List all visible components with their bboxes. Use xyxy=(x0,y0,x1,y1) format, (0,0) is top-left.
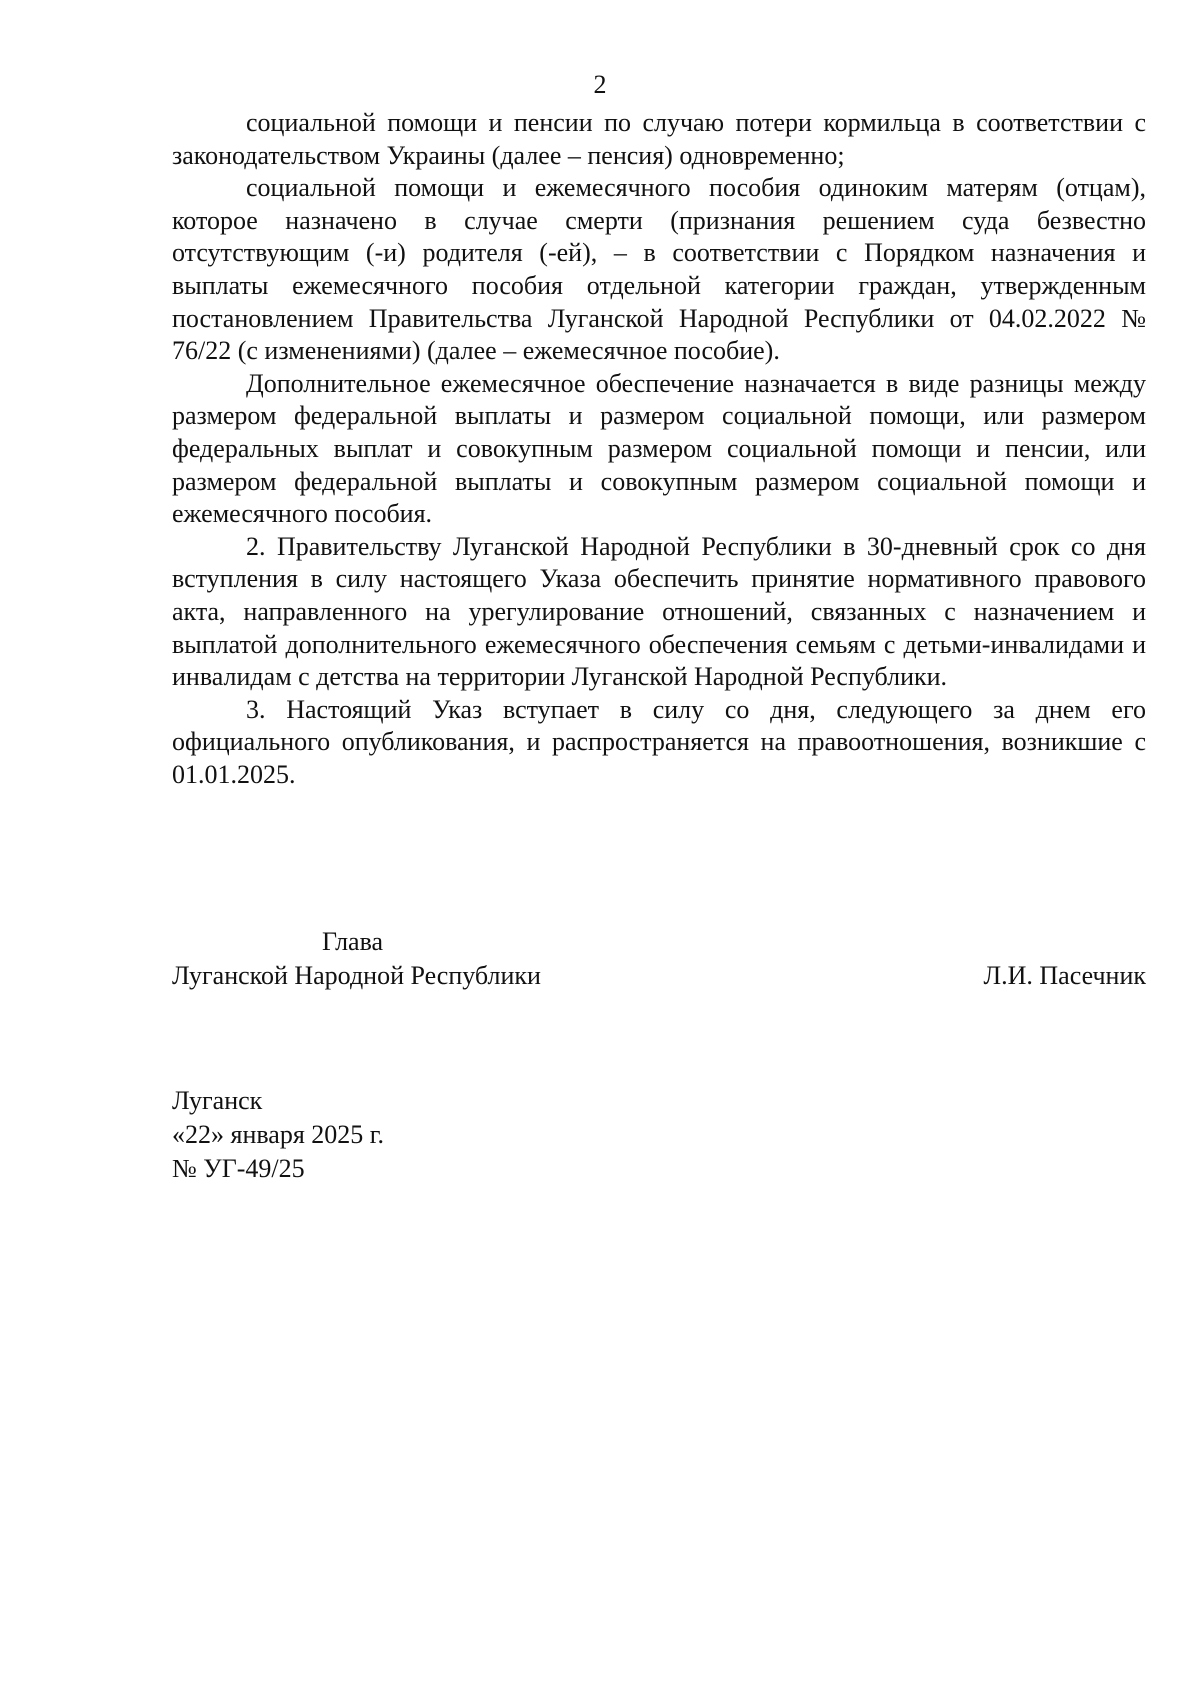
page-number: 2 xyxy=(593,70,607,99)
clause-2: 2. Правительству Луганской Народной Республики в 30-дневный срок со дня вступления в силу настоящего Указа обеспечить принятие нормативного правового акта, направленного на урегулирование отношений, связанных с назначением и выплатой дополнительного ежемесячного обеспечения семьям с детьми-инвалидами и инвалидам с детства на территории Луганской Народной Республики. xyxy=(172,531,1146,692)
document-body xyxy=(172,107,1146,791)
issue-date: «22» января 2025 г. xyxy=(172,1120,385,1149)
paragraph-monthly-allowance: социальной помощи и ежемесячного пособия одиноким матерям (отцам), которое назначено в случае смерти (признания решением суда безвестно отсутствующим (-и) родителя (-ей), – в соответствии с Порядком назначения и выплаты ежемесячного пособия отдельной категории граждан, утвержденным постановлением Правительства Луганской Народной Республики от 04.02.2022 № 76/22 (с изменениями) (далее – ежемесячное пособие). xyxy=(172,173,1146,366)
paragraph-additional-support: Дополнительное ежемесячное обеспечение назначается в виде разницы между размером федеральной выплаты и размером социальной помощи, или размером федеральных выплат и совокупным размером социальной помощи и пенсии, или размером федеральной выплаты и совокупным размером социальной помощи и ежемесячного пособия. xyxy=(172,368,1146,529)
signature-row xyxy=(172,959,1146,993)
signature-block xyxy=(172,925,1146,993)
signatory-office: Луганской Народной Республики xyxy=(172,961,541,990)
issue-city: Луганск xyxy=(172,1086,263,1115)
signatory-title: Глава xyxy=(322,927,384,956)
decree-number: № УГ-49/25 xyxy=(172,1154,305,1183)
clause-3: 3. Настоящий Указ вступает в силу со дня, следующего за днем его официального опубликования, и распространяется на правоотношения, возникшие с 01.01.2025. xyxy=(172,694,1146,789)
signatory-name: Л.И. Пасечник xyxy=(983,961,1146,990)
paragraph-pension: социальной помощи и пенсии по случаю потери кормильца в соответствии с законодательством Украины (далее – пенсия) одновременно; xyxy=(172,108,1146,170)
document-footer xyxy=(172,1084,772,1186)
